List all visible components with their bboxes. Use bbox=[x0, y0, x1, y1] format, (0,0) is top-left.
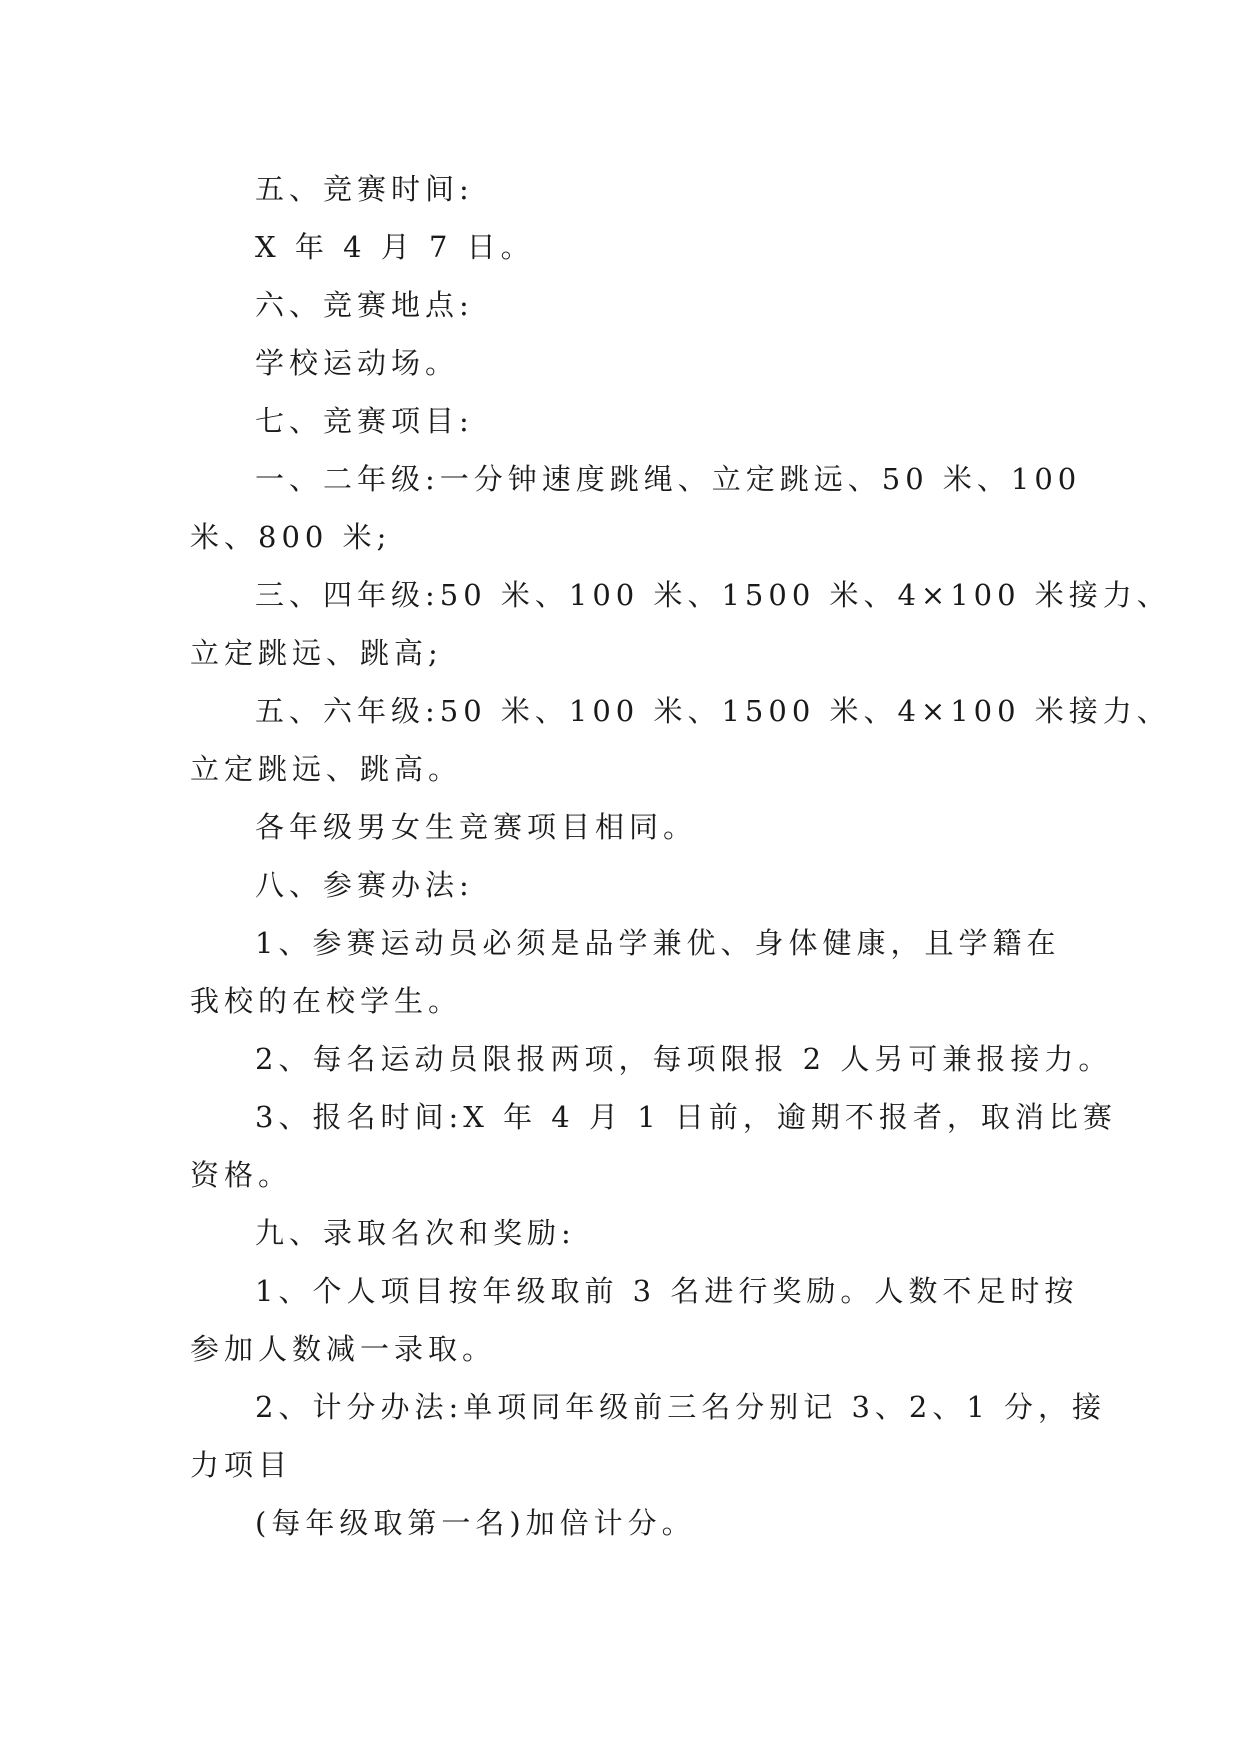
paragraph-line: 3、报名时间:X 年 4 月 1 日前，逾期不报者，取消比赛 bbox=[255, 1100, 1117, 1134]
paragraph-continuation: 资格。 bbox=[190, 1158, 293, 1192]
document-body bbox=[190, 160, 1171, 1552]
paragraph-line: 1、个人项目按年级取前 3 名进行奖励。人数不足时按 bbox=[255, 1274, 1079, 1308]
paragraph-continuation: 立定跳远、跳高; bbox=[190, 636, 443, 670]
paragraph-line: 学校运动场。 bbox=[255, 346, 460, 380]
section-heading-competition-time: 五、竞赛时间: bbox=[255, 172, 474, 206]
paragraph-line: 1、参赛运动员必须是品学兼优、身体健康，且学籍在 bbox=[255, 926, 1061, 960]
paragraph-line: 一、二年级:一分钟速度跳绳、立定跳远、50 米、100 bbox=[255, 462, 1082, 496]
paragraph-line: 三、四年级:50 米、100 米、1500 米、4×100 米接力、 bbox=[255, 578, 1171, 612]
paragraph-continuation: 米、800 米; bbox=[190, 520, 392, 554]
paragraph-continuation: 立定跳远、跳高。 bbox=[190, 752, 463, 786]
paragraph-line: 五、六年级:50 米、100 米、1500 米、4×100 米接力、 bbox=[255, 694, 1171, 728]
section-heading-competition-events: 七、竞赛项目: bbox=[255, 404, 474, 438]
paragraph-line: 2、计分办法:单项同年级前三名分别记 3、2、1 分，接 bbox=[255, 1390, 1107, 1424]
paragraph-continuation: 参加人数减一录取。 bbox=[190, 1332, 497, 1366]
section-heading-competition-venue: 六、竞赛地点: bbox=[255, 288, 474, 322]
paragraph-line: 各年级男女生竞赛项目相同。 bbox=[255, 810, 698, 844]
paragraph-continuation: 我校的在校学生。 bbox=[190, 984, 463, 1018]
paragraph-line: 2、每名运动员限报两项，每项限报 2 人另可兼报接力。 bbox=[255, 1042, 1113, 1076]
section-heading-ranking-awards: 九、录取名次和奖励: bbox=[255, 1216, 576, 1250]
paragraph-line: X 年 4 月 7 日。 bbox=[255, 230, 535, 264]
paragraph-continuation: 力项目 bbox=[190, 1448, 293, 1482]
paragraph-line: (每年级取第一名)加倍计分。 bbox=[255, 1506, 696, 1540]
section-heading-participation-rules: 八、参赛办法: bbox=[255, 868, 474, 902]
